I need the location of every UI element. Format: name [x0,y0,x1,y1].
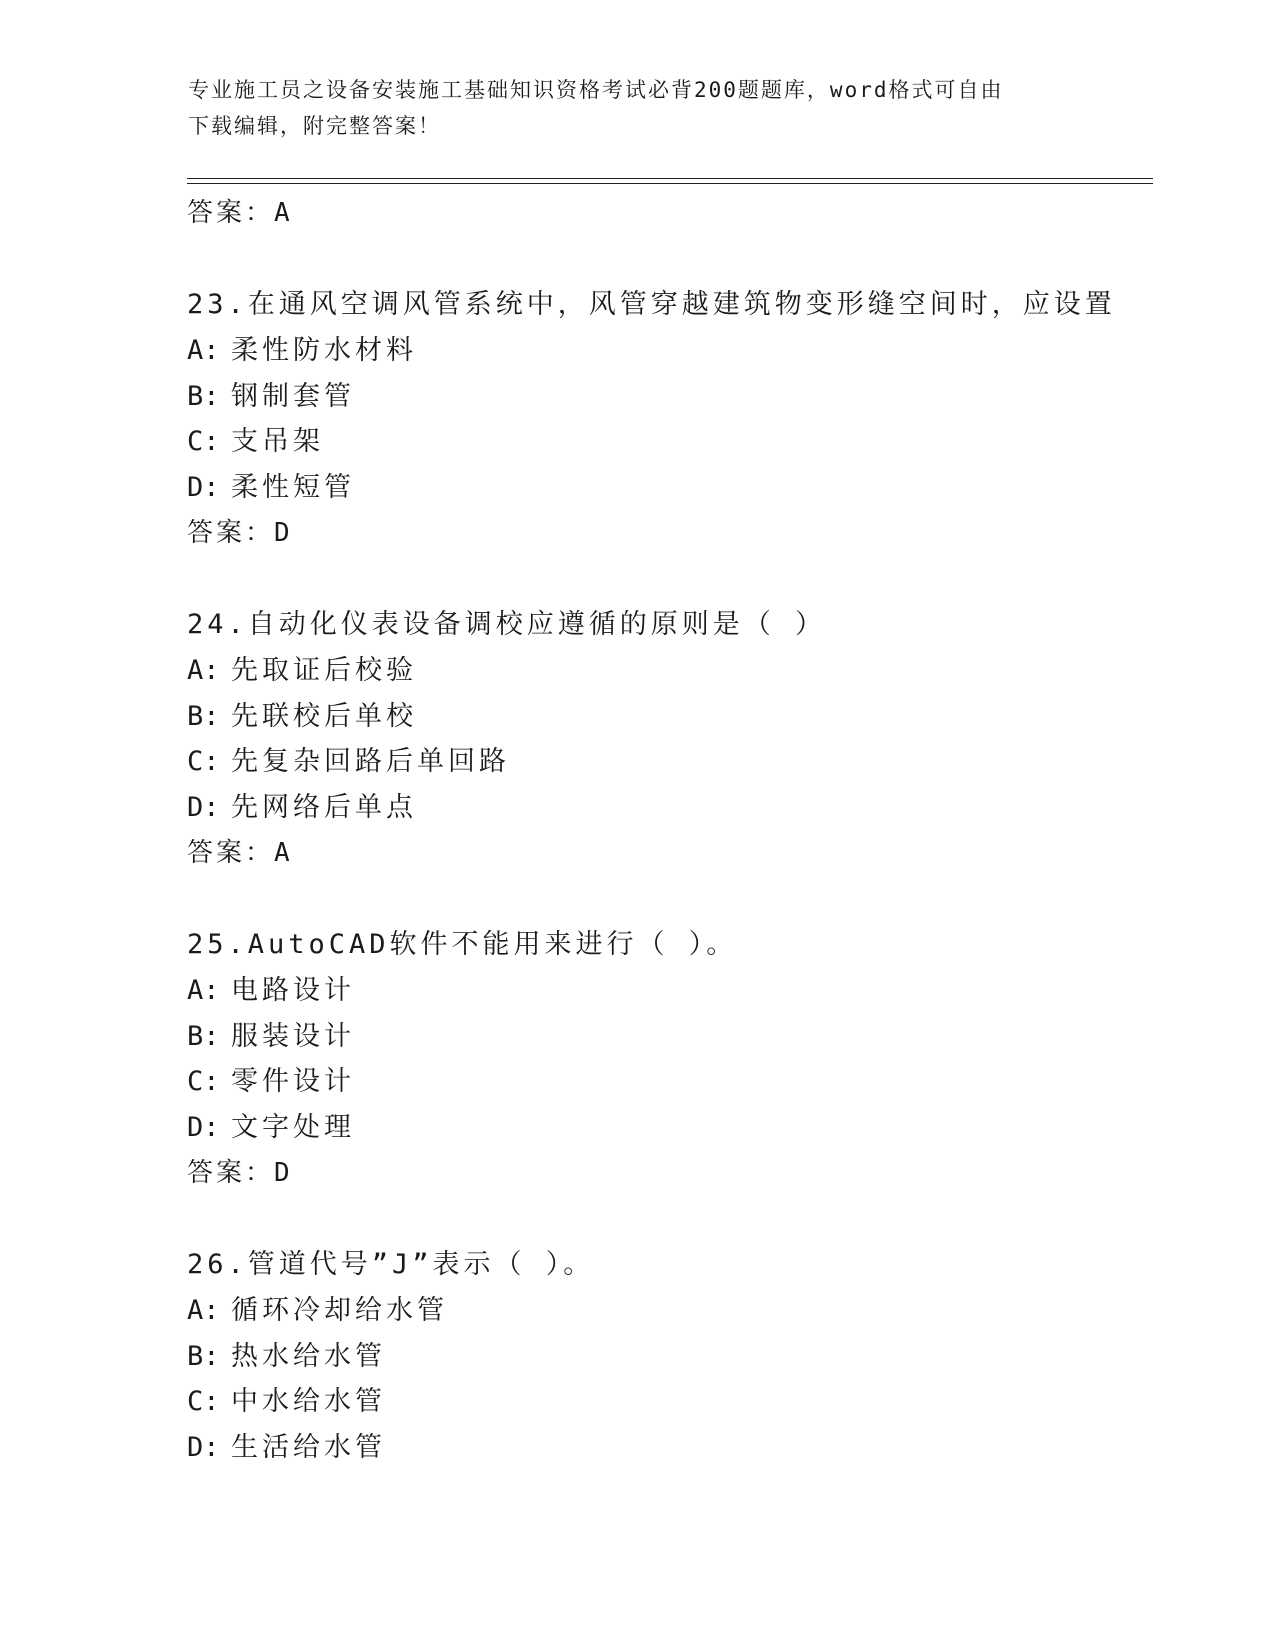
option-letter: B: [187,1340,220,1372]
option-text: 中水给水管 [231,1386,386,1417]
option-d [187,465,1153,511]
previous-answer: 答案：A [187,198,293,228]
option-a [187,328,1153,374]
question-stem: 26.管道代号”J”表示（ ）。 [187,1249,595,1280]
option-text: 支吊架 [231,426,324,457]
option-text: 热水给水管 [231,1340,386,1372]
option-d [187,785,1153,831]
option-text: 先复杂回路后单回路 [231,746,510,777]
option-text: 循环冷却给水管 [231,1295,448,1326]
question-24 [187,602,1153,876]
spacer [187,556,1153,602]
option-letter: D: [187,471,220,503]
option-c [187,1379,1153,1425]
question-stem: 24.自动化仪表设备调校应遵循的原则是（ ） [187,609,827,640]
option-text: 先网络后单点 [231,791,417,823]
option-c [187,1059,1153,1105]
option-text: 柔性短管 [231,471,355,503]
header-rule-top [187,178,1153,179]
option-letter: C: [187,746,220,777]
answer: 答案：D [187,1158,293,1188]
option-b [187,694,1153,740]
document-header [188,72,1088,144]
question-26 [187,1242,1153,1470]
question-stem: 23.在通风空调风管系统中，风管穿越建筑物变形缝空间时，应设置 [187,289,1116,320]
answer: 答案：A [187,838,293,868]
question-25 [187,922,1153,1196]
spacer [187,1196,1153,1242]
option-text: 零件设计 [231,1066,355,1097]
option-text: 先取证后校验 [231,655,417,686]
option-letter: D: [187,791,220,823]
header-line-1: 专业施工员之设备安装施工基础知识资格考试必背200题题库，word格式可自由 [188,78,1004,102]
option-letter: C: [187,1386,220,1417]
option-text: 文字处理 [231,1111,355,1143]
option-a [187,1288,1153,1334]
option-letter: A: [187,335,220,366]
option-d [187,1425,1153,1471]
question-stem: 25.AutoCAD软件不能用来进行（ ）。 [187,929,738,960]
option-letter: A: [187,1295,220,1326]
option-letter: D: [187,1431,220,1463]
question-23 [187,282,1153,556]
option-text: 电路设计 [231,975,355,1006]
option-letter: C: [187,426,220,457]
option-text: 先联校后单校 [231,700,417,732]
option-letter: B: [187,1020,220,1052]
header-line-2: 下载编辑，附完整答案！ [188,114,441,138]
option-letter: A: [187,975,220,1006]
spacer [187,236,1153,282]
option-a [187,648,1153,694]
option-letter: D: [187,1111,220,1143]
option-text: 服装设计 [231,1020,355,1052]
spacer [187,876,1153,922]
option-letter: B: [187,700,220,732]
option-letter: C: [187,1066,220,1097]
option-d [187,1105,1153,1151]
option-c [187,739,1153,785]
option-letter: A: [187,655,220,686]
option-text: 柔性防水材料 [231,335,417,366]
option-text: 生活给水管 [231,1431,386,1463]
header-rule-bottom [187,183,1153,184]
answer: 答案：D [187,518,293,548]
option-a [187,968,1153,1014]
option-c [187,419,1153,465]
option-b [187,374,1153,420]
option-b [187,1014,1153,1060]
question-list [187,190,1153,1470]
option-letter: B: [187,380,220,412]
option-text: 钢制套管 [231,380,355,412]
option-b [187,1334,1153,1380]
